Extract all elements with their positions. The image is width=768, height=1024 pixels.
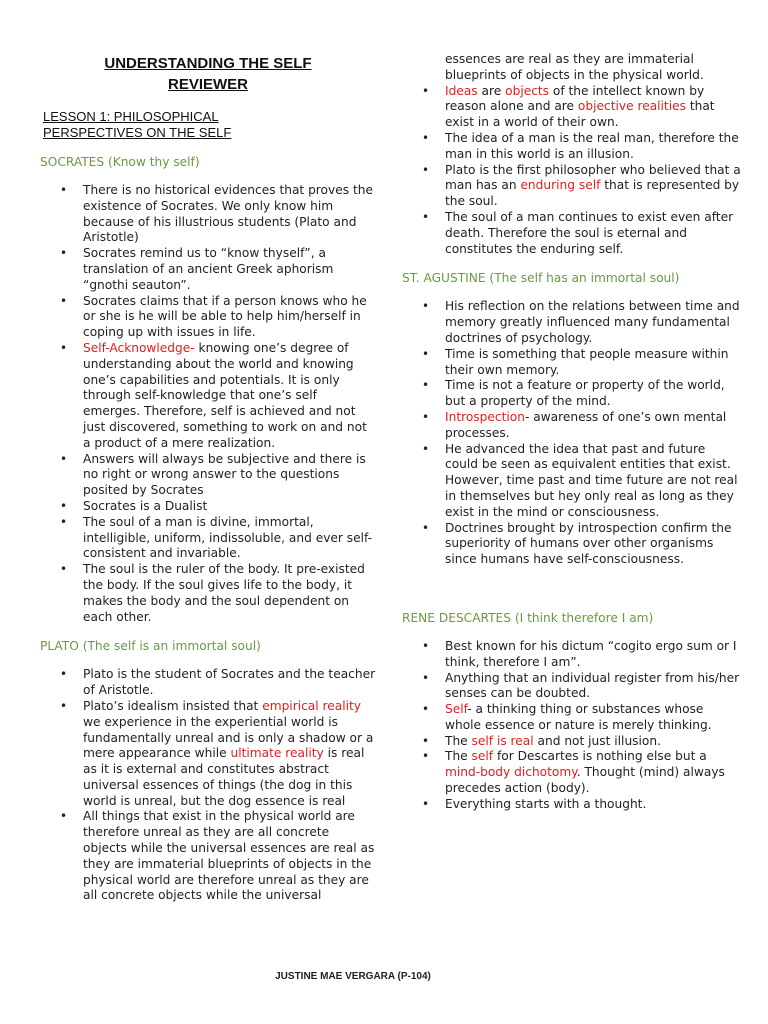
list-item: • All things that exist in the physical world are therefore unreal as they are all concrete objects while the universal essences are real as they are immaterial blueprints of objects in the physical world are therefore unreal as they are all concrete objects while the universal: [40, 809, 376, 904]
list-item: • Plato’s idealism insisted that empirical reality we experience in the experiential world is fundamentally unreal and is only a shadow or a mere appearance while ultimate reality is real as it is external and constitutes abstract universal essences of things (the dog in this world is unreal, but the dog essence is real: [40, 699, 376, 810]
descartes-heading: RENE DESCARTES (I think therefore I am): [402, 610, 654, 625]
plato-list: [40, 667, 376, 904]
list-item: • His reflection on the relations between time and memory greatly influenced many fundamental doctrines of psychology.: [402, 299, 742, 346]
highlight-term: objects: [505, 83, 550, 98]
highlight-term: enduring self: [520, 178, 601, 193]
list-item: • The soul is the ruler of the body. It pre-existed the body. If the soul gives life to the body, it makes the body and the soul dependent on each other.: [40, 562, 376, 625]
plato-heading: PLATO (The self is an immortal soul): [40, 639, 261, 654]
augustine-list: [402, 299, 742, 568]
lesson-line-1: LESSON 1: PHILOSOPHICAL: [43, 109, 219, 124]
list-item: • Ideas are objects of the intellect known by reason alone and are objective realities that exist in a world of their own.: [402, 84, 742, 131]
title-line-2: REVIEWER: [167, 76, 248, 93]
left-column: [40, 0, 376, 904]
highlight-term: Ideas: [445, 83, 478, 98]
continued-text: essences are real as they are immaterial blueprints of objects in the physical world.: [445, 52, 704, 82]
list-item: • Everything starts with a thought.: [402, 797, 742, 813]
highlight-term: objective realities: [577, 99, 686, 114]
highlight-term: self: [471, 749, 494, 764]
document-title: [40, 53, 376, 95]
right-column: [402, 0, 742, 813]
list-item: • The soul of a man is divine, immortal, intelligible, uniform, indissoluble, and ever self-consistent and invariable.: [40, 515, 376, 562]
list-item: • Time is something that people measure within their own memory.: [402, 347, 742, 379]
lesson-heading: [43, 109, 376, 141]
list-item: • Socrates claims that if a person knows who he or she is he will be able to help him/herself in coping up with issues in life.: [40, 294, 376, 341]
plato-list-continued: [402, 84, 742, 258]
list-item: • Socrates is a Dualist: [40, 499, 376, 515]
highlight-term: mind-body dichotomy: [445, 765, 577, 780]
title-line-1: UNDERSTANDING THE SELF: [104, 55, 312, 72]
list-item: • Doctrines brought by introspection confirm the superiority of humans over other organisms since humans have self-consciousness.: [402, 521, 742, 568]
list-item: • Introspection- awareness of one’s own mental processes.: [402, 410, 742, 442]
list-item: • There is no historical evidences that proves the existence of Socrates. We only know him because of his illustrious students (Plato and Aristotle): [40, 183, 376, 246]
socrates-heading: SOCRATES (Know thy self): [40, 155, 200, 169]
highlight-term: Self: [445, 702, 468, 717]
descartes-list: [402, 639, 742, 813]
highlight-term: ultimate reality: [230, 746, 324, 761]
list-item: • Self-Acknowledge- knowing one’s degree of understanding about the world and knowing one’s capabilities and potentials. It is only through self-knowledge that one’s self emerges. Therefore, self is achieved and not just discovered, something to work on and not a product of a mere realization.: [40, 341, 376, 452]
list-item: • The idea of a man is the real man, therefore the man in this world is an illusion.: [402, 131, 742, 163]
highlight-term: empirical reality: [262, 698, 361, 713]
list-item: • He advanced the idea that past and future could be seen as equivalent entities that exist. However, time past and time future are not real in themselves but hey only real as long as they exist in the mind or consciousness.: [402, 442, 742, 521]
list-item: • Plato is the first philosopher who believed that a man has an enduring self that is represented by the soul.: [402, 163, 742, 210]
list-item: • Answers will always be subjective and there is no right or wrong answer to the questions posited by Socrates: [40, 452, 376, 499]
highlight-term: Introspection: [445, 409, 525, 424]
list-item: • Socrates remind us to “know thyself”, a translation of an ancient Greek aphorism “gnothi seauton”.: [40, 246, 376, 293]
lesson-line-2: PERSPECTIVES ON THE SELF: [43, 125, 232, 140]
list-item: • Plato is the student of Socrates and the teacher of Aristotle.: [40, 667, 376, 699]
list-item: • The self is real and not just illusion.: [402, 734, 742, 750]
list-item: • Self- a thinking thing or substances whose whole essence or nature is merely thinking.: [402, 702, 742, 734]
list-item: • Time is not a feature or property of the world, but a property of the mind.: [402, 378, 742, 410]
list-item: • Anything that an individual register from his/her senses can be doubted.: [402, 671, 742, 703]
socrates-list: [40, 183, 376, 625]
highlight-term: Self-Acknowledge-: [83, 340, 195, 355]
list-item: • Best known for his dictum “cogito ergo sum or I think, therefore I am”.: [402, 639, 742, 671]
page-footer: JUSTINE MAE VERGARA (P-104): [275, 971, 431, 982]
list-item: • The self for Descartes is nothing else but a mind-body dichotomy. Thought (mind) always precedes action (body).: [402, 749, 742, 796]
augustine-heading: ST. AGUSTINE (The self has an immortal soul): [402, 271, 680, 286]
list-item: • The soul of a man continues to exist even after death. Therefore the soul is eternal and constitutes the enduring self.: [402, 210, 742, 257]
highlight-term: self is real: [471, 733, 534, 748]
